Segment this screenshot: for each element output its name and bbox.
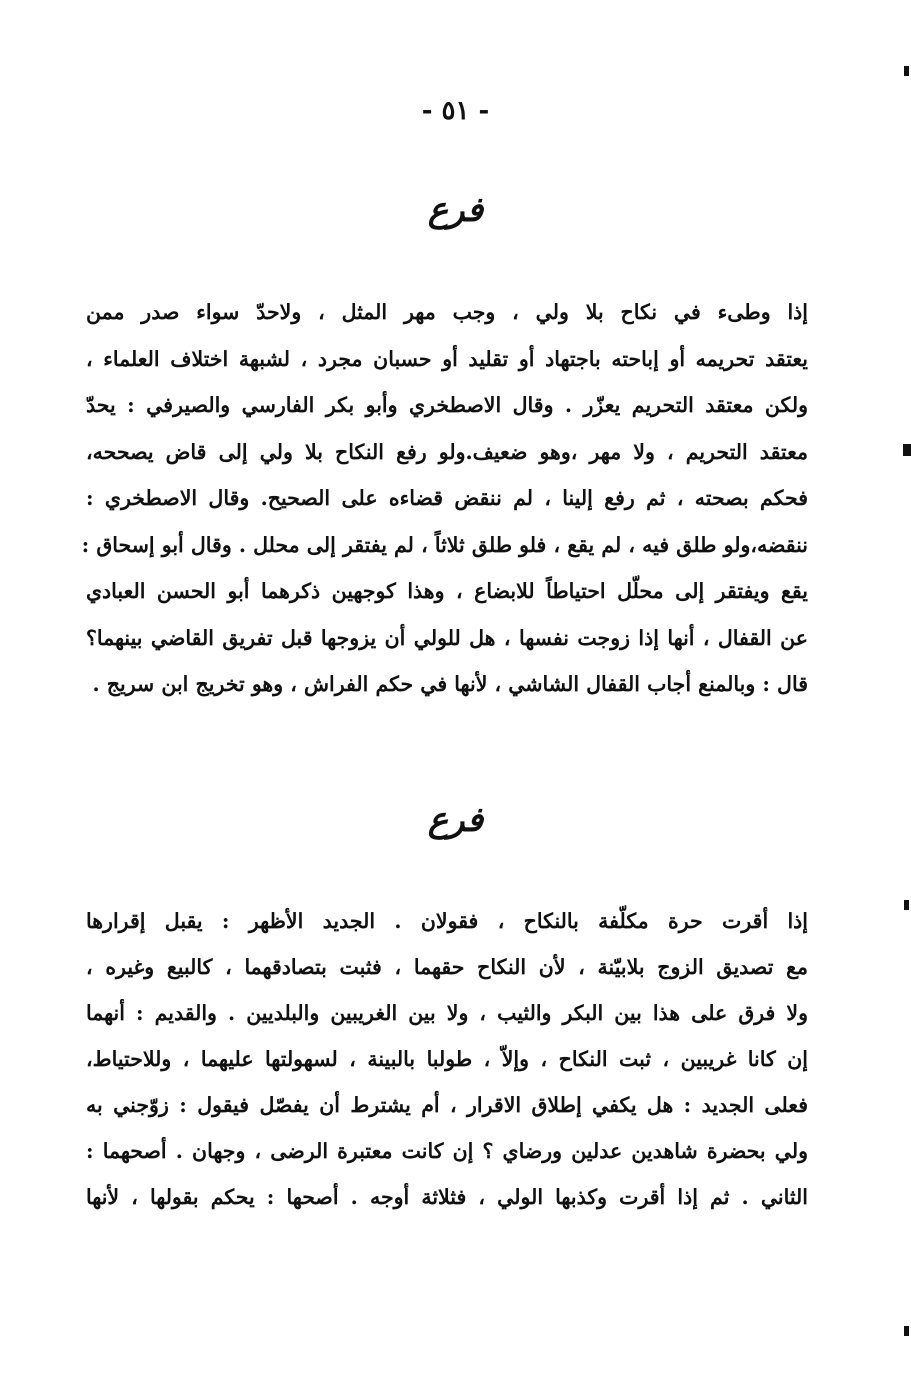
- scan-edge-mark: [904, 1326, 909, 1336]
- section-heading: فرع: [427, 800, 484, 840]
- text-line: ولي بحضرة شاهدين عدلين ورضاي ؟ إن كانت معتبرة الرضى ، وجهان . أصحهما :: [86, 1139, 808, 1163]
- text-line: إن كانا غريبين ، ثبت النكاح ، وإلاّ ، طولبا بالبينة ، لسهولتها عليهما ، وللاحتياط،: [86, 1047, 808, 1071]
- text-line: عن القفال ، أنها إذا زوجت نفسها ، هل للولي أن يزوجها قبل تفريق القاضي بينهما؟: [86, 625, 808, 650]
- text-line: الثاني . ثم إذا أقرت وكذبها الولي ، فثلاثة أوجه . أصحها : يحكم بقولها ، لأنها: [86, 1185, 808, 1209]
- text-line: يعتقد تحريمه أو إباحته باجتهاد أو تقليد أو حسبان مجرد ، لشبهة اختلاف العلماء ،: [86, 346, 808, 371]
- page-number: - ٥١ -: [421, 96, 490, 126]
- text-line: ولا فرق على هذا بين البكر والثيب ، ولا بين الغريبين والبلديين . والقديم : أنهما: [86, 1001, 808, 1025]
- scan-edge-mark: [904, 900, 909, 910]
- scan-edge-mark: [904, 66, 909, 76]
- text-line: ولكن معتقد التحريم يعزّر . وقال الاصطخري وأبو بكر الفارسي والصيرفي : يحدّ: [86, 393, 808, 417]
- text-line: معتقد التحريم ، ولا مهر ،وهو ضعيف.ولو رفع النكاح بلا ولي إلى قاض يصححه،: [86, 439, 808, 464]
- text-line: ننقضه،ولو طلق فيه ، لم يقع ، فلو طلق ثلاثاً ، لم يفتقر إلى محلل . وقال أبو إسحاق :: [81, 532, 808, 557]
- text-line: إذا وطىء في نكاح بلا ولي ، وجب مهر المثل ، ولاحدّ سواء صدر ممن: [86, 300, 808, 324]
- text-line: يقع ويفتقر إلى محلّل احتياطاً للابضاع ، وهذا كوجهين ذكرهما أبو الحسن العبادي: [86, 579, 808, 603]
- text-line: قال : وبالمنع أجاب القفال الشاشي ، لأنها في حكم الفراش ، وهو تخريج ابن سريج .: [92, 672, 808, 696]
- text-line: فعلى الجديد : هل يكفي إطلاق الاقرار ، أم يشترط أن يفصّل فيقول : زوّجني به: [86, 1093, 808, 1117]
- paragraph: [86, 898, 808, 1220]
- text-line: إذا أقرت حرة مكلّفة بالنكاح ، فقولان . الجديد الأظهر : يقبل إقرارها: [86, 909, 808, 933]
- text-line: فحكم بصحته ، ثم رفع إلينا ، لم ننقض قضاءه على الصحيح. وقال الاصطخري :: [86, 486, 808, 510]
- text-line: مع تصديق الزوج بلابيّنة ، لأن النكاح حقهما ، فثبت بتصادقهما ، كالبيع وغيره ،: [86, 955, 808, 979]
- paragraph: [81, 289, 808, 708]
- scan-edge-mark: [903, 444, 911, 456]
- section-heading: فرع: [427, 190, 484, 230]
